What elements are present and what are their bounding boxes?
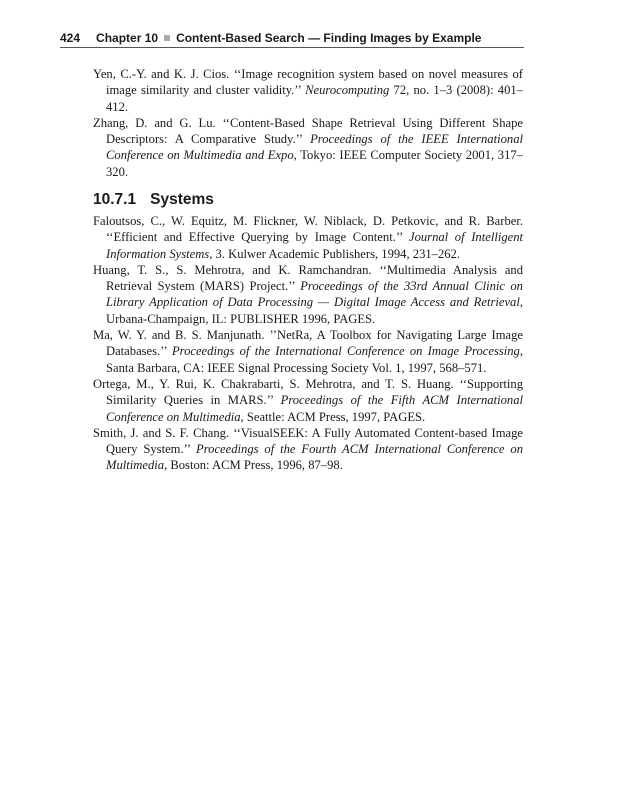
reference-details: 72, no. 1–3 (2008): 401–412.: [106, 83, 523, 114]
reference-authors-title: Faloutsos, C., W. Equitz, M. Flickner, W. Niblack, D. Petkovic, and R. Barber. ‘‘Efficient and Effective Querying by Image Content.’’: [93, 214, 523, 245]
reference-entry: [93, 66, 523, 115]
reference-venue: Neurocomputing: [305, 83, 390, 98]
reference-authors-title: Zhang, D. and G. Lu. ‘‘Content-Based Shape Retrieval Using Different Shape Descriptors: A Comparative Study.’’: [93, 115, 523, 147]
section-heading: [93, 191, 214, 209]
reference-venue: Proceedings of the International Conference on Image Processing: [171, 344, 520, 359]
section-title: Systems: [150, 191, 214, 208]
reference-venue: Proceedings of the Fourth ACM International Conference on Multimedia: [106, 442, 523, 473]
running-head: [60, 31, 524, 48]
chapter-label: Chapter 10: [96, 31, 159, 45]
reference-details: , Santa Barbara, CA: IEEE Signal Processing Society Vol. 1, 1997, 568–571.: [106, 344, 523, 375]
reference-details: , Tokyo: IEEE Computer Society 2001, 317–320.: [106, 148, 523, 179]
reference-entry: [93, 115, 523, 180]
section-number: 10.7.1: [93, 191, 137, 208]
reference-details: , Seattle: ACM Press, 1997, PAGES.: [240, 409, 426, 424]
reference-venue: Proceedings of the 33rd Annual Clinic on Library Application of Data Processing — Digital Image Access and Retrieval: [106, 279, 523, 310]
reference-venue: Proceedings of the Fifth ACM International Conference on Multimedia: [106, 393, 523, 424]
reference-details: , Boston: ACM Press, 1996, 87–98.: [164, 458, 343, 473]
chapter-title: Content-Based Search — Finding Images by Example: [176, 31, 482, 45]
reference-venue: Proceedings of the IEEE International Conference on Multimedia and Expo: [106, 132, 523, 163]
reference-entry: [93, 327, 523, 376]
reference-details: , Urbana-Champaign, IL: PUBLISHER 1996, PAGES.: [106, 295, 523, 326]
reference-entry: [93, 376, 523, 425]
reference-authors-title: Smith, J. and S. F. Chang. ‘‘VisualSEEK: A Fully Automated Content-based Image Query System.’’: [93, 425, 523, 457]
reference-entry: [93, 213, 523, 262]
reference-authors-title: Ortega, M., Y. Rui, K. Chakrabarti, S. Mehrotra, and T. S. Huang. ‘‘Supporting Similarity Queries in MARS.’’: [93, 376, 523, 408]
separator-square-icon: [164, 35, 170, 41]
reference-entry: [93, 425, 523, 474]
reference-list-top: [93, 66, 523, 180]
page-number: 424: [60, 31, 81, 45]
reference-authors-title: Yen, C.-Y. and K. J. Cios. ‘‘Image recognition system based on novel measures of image similarity and cluster validity.’’: [93, 67, 523, 98]
reference-list-systems: [93, 213, 523, 474]
reference-venue: Journal of Intelligent Information Systems: [106, 230, 524, 261]
reference-entry: [93, 262, 523, 327]
reference-authors-title: Ma, W. Y. and B. S. Manjunath. ’’NetRa, A Toolbox for Navigating Large Image Databases.’’: [93, 328, 523, 359]
reference-authors-title: Huang, T. S., S. Mehrotra, and K. Ramchandran. ‘‘Multimedia Analysis and Retrieval System (MARS) Project.’’: [93, 262, 523, 294]
reference-details: , 3. Kulwer Academic Publishers, 1994, 231–262.: [209, 246, 460, 261]
